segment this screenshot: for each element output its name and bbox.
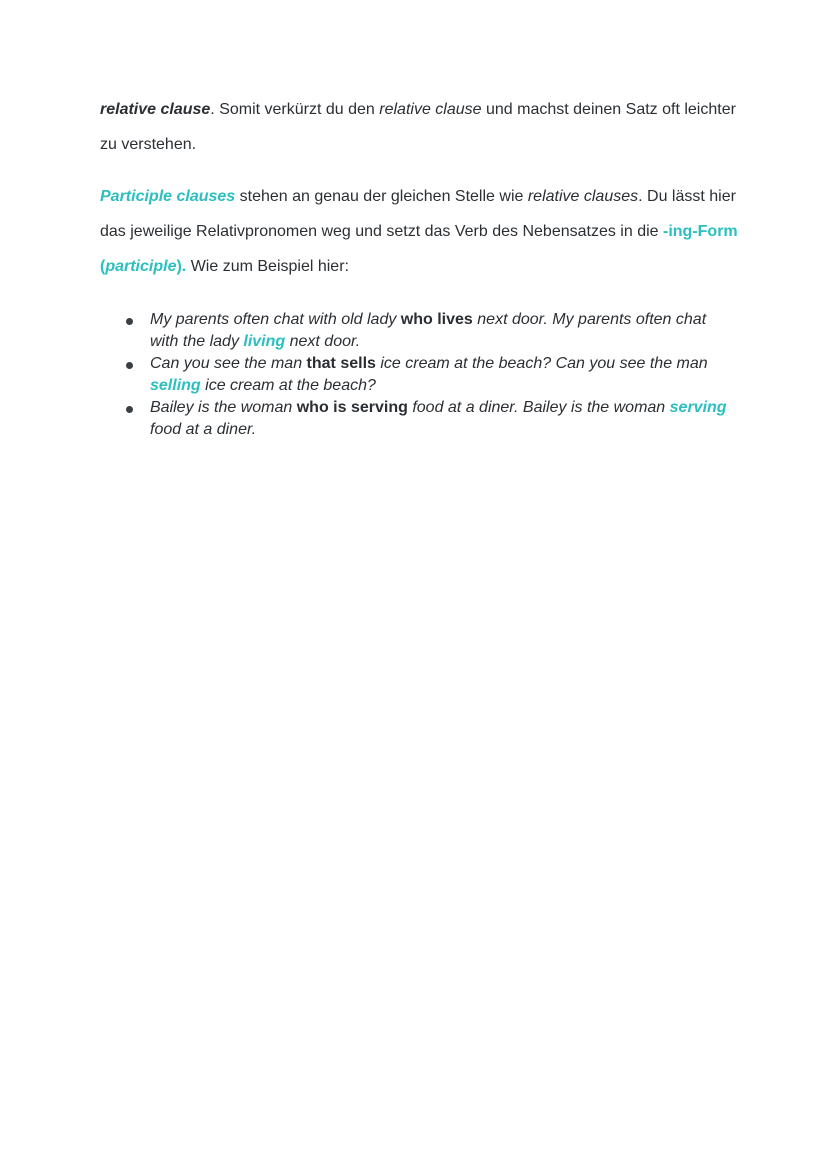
paragraph-text: stehen an genau der gleichen Stelle wie — [235, 188, 528, 205]
example-text: Can you see the man — [150, 355, 307, 372]
paragraph-text: Wie zum Beispiel hier: — [186, 258, 349, 275]
paragraph-participle-clauses — [100, 179, 740, 284]
example-text: My parents often chat with old lady — [150, 311, 401, 328]
example-text: next door. — [285, 333, 361, 350]
term-relative-clauses: relative clauses — [527, 188, 639, 205]
example-text: food at a diner. — [150, 421, 257, 438]
term-relative-clause: relative clause — [379, 101, 482, 118]
highlight-participle-clauses: Participle clauses — [100, 188, 236, 205]
example-participle: selling — [150, 377, 201, 394]
example-participle: serving — [669, 399, 727, 416]
list-item — [150, 353, 730, 397]
paragraph-relative-clause — [100, 92, 740, 162]
list-item — [150, 309, 730, 353]
example-text: Bailey is the woman — [150, 399, 297, 416]
example-text: next door. My parents often chat with the lady — [150, 311, 707, 350]
example-text: ice cream at the beach? — [200, 377, 376, 394]
example-bold: that sells — [306, 355, 376, 372]
highlight-participle: participle — [105, 258, 177, 275]
example-participle: living — [243, 333, 286, 350]
term-relative-clause: relative clause — [100, 101, 211, 118]
example-text: food at a diner. Bailey is the woman — [407, 399, 670, 416]
paragraph-text: und machst deinen Satz oft leichter zu verstehen. — [100, 101, 736, 153]
paragraph-text: . Somit verkürzt du den — [210, 101, 380, 118]
example-list — [150, 309, 730, 441]
example-bold: who is serving — [296, 399, 408, 416]
list-item — [150, 397, 730, 441]
highlight-ing-form: -ing-Form ( — [100, 223, 738, 275]
highlight-ing-form-close: ). — [176, 258, 187, 275]
example-text: ice cream at the beach? Can you see the man — [375, 355, 708, 372]
bullet-icon — [126, 362, 133, 369]
bullet-icon — [126, 406, 133, 413]
bullet-icon — [126, 318, 133, 325]
paragraph-text: . Du lässt hier das jeweilige Relativpronomen weg und setzt das Verb des Nebensatzes in die — [100, 188, 736, 240]
example-bold: who lives — [400, 311, 473, 328]
